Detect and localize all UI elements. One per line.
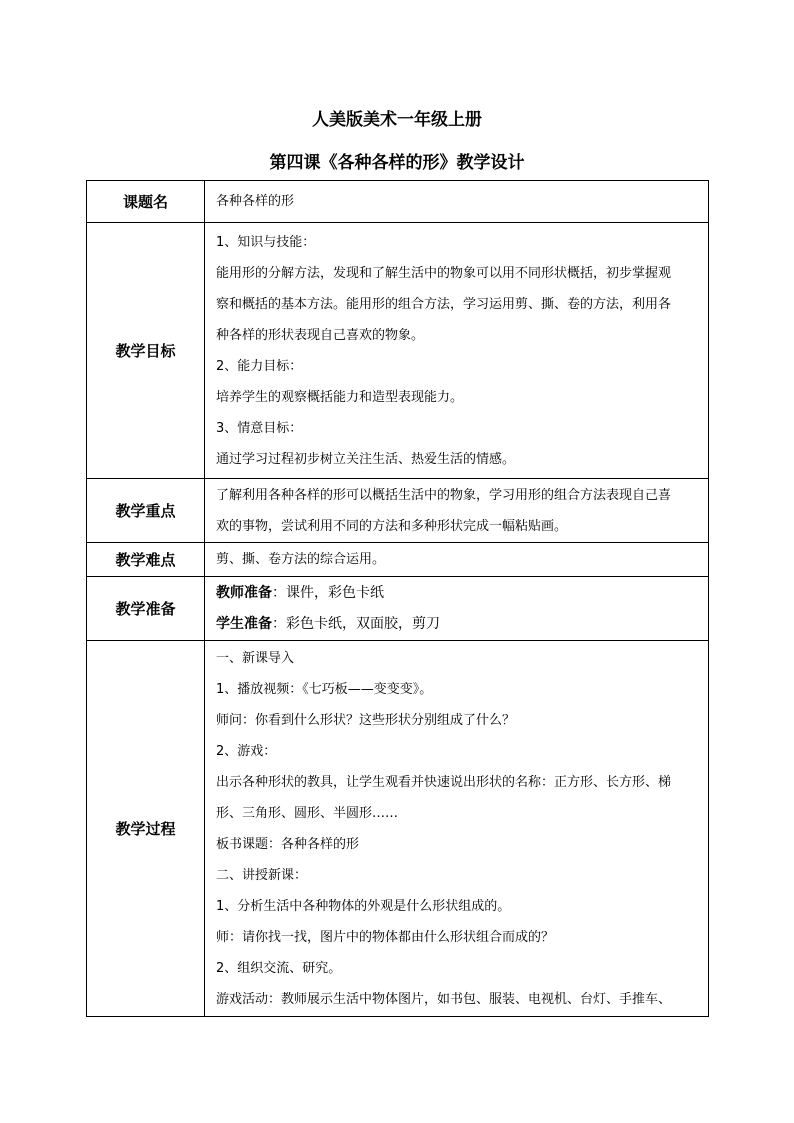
objective-line: 能用形的分解方法，发现和了解生活中的物象可以用不同形状概括，初步掌握观 [216,265,672,281]
row-topic [87,181,709,223]
objective-line: 1、知识与技能： [216,234,316,250]
process-line: 2、游戏： [216,743,277,759]
process-line: 一、新课导入 [216,650,295,666]
key-point-line: 了解利用各种各样的形可以概括生活中的物象，学习用形的组合方法表现自己喜 [216,487,672,503]
process-line: 1、分析生活中各种物体的外观是什么形状组成的。 [216,898,511,914]
process-line: 二、讲授新课： [216,867,308,883]
document-subtitle: 第四课《各种各样的形》教学设计 [269,153,525,173]
process-line: 师：请你找一找，图片中的物体都由什么形状组合而成的？ [216,929,555,945]
process-content [205,641,709,1017]
topic-value: 各种各样的形 [205,181,709,223]
process-line: 板书课题：各种各样的形 [216,836,360,852]
objective-line: 种各样的形状表现自己喜欢的物象。 [216,327,425,343]
process-line: 游戏活动：教师展示生活中物体图片，如书包、服装、电视机、台灯、手推车、 [216,991,672,1007]
objectives-content [205,223,709,479]
row-key-points [87,479,709,543]
row-process [87,641,709,1017]
objective-line: 察和概括的基本方法。能用形的组合方法，学习运用剪、撕、卷的方法，利用各 [216,296,672,312]
objective-line: 通过学习过程初步树立关注生活、热爱生活的情感。 [216,451,516,467]
process-line: 2、组织交流、研究。 [216,960,342,976]
lesson-plan-table [86,180,709,1017]
objective-line: 培养学生的观察概括能力和造型表现能力。 [216,389,464,405]
process-line: 出示各种形状的教具，让学生观看并快速说出形状的名称：正方形、长方形、梯 [216,774,672,790]
difficulties-content: 剪、撕、卷方法的综合运用。 [205,543,709,577]
row-preparation [87,577,709,641]
objective-line: 3、情意目标： [216,420,303,436]
row-difficulties [87,543,709,577]
key-point-line: 欢的事物，尝试利用不同的方法和多种形状完成一幅粘贴画。 [216,518,568,534]
difficulties-label: 教学难点 [87,543,205,577]
preparation-label: 教学准备 [87,577,205,641]
row-objectives [87,223,709,479]
key-points-content [205,479,709,543]
objectives-label: 教学目标 [87,223,205,479]
preparation-content [205,577,709,641]
process-line: 1、播放视频：《七巧板——变变变》。 [216,681,433,697]
document-title: 人美版美术一年级上册 [312,110,482,130]
topic-label: 课题名 [87,181,205,223]
teacher-preparation: 教师准备：课件，彩色卡纸 [216,584,384,601]
process-label: 教学过程 [87,641,205,1017]
student-preparation: 学生准备：彩色卡纸，双面胶，剪刀 [216,615,440,632]
process-line: 师问：你看到什么形状？这些形状分别组成了什么？ [216,712,516,728]
objective-line: 2、能力目标： [216,358,303,374]
key-points-label: 教学重点 [87,479,205,543]
process-line: 形、三角形、圆形、半圆形…… [216,805,399,821]
